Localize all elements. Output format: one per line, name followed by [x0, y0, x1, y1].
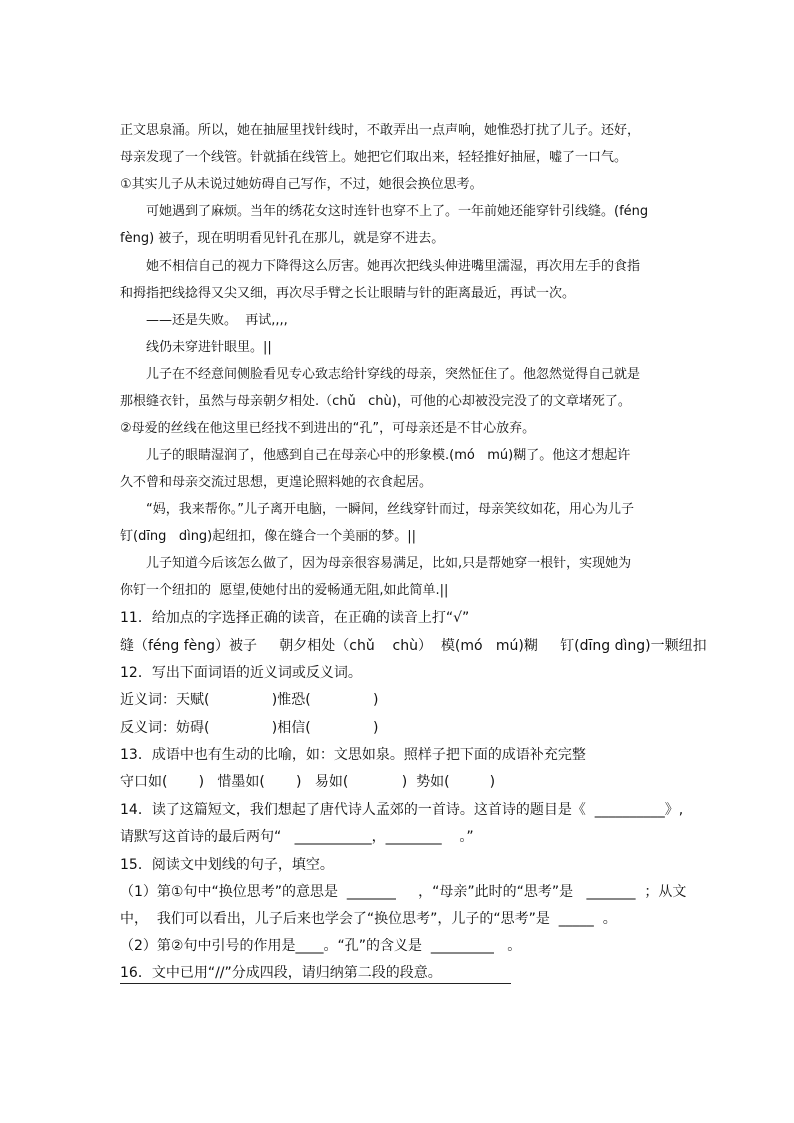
question-15-1: （1）第①句中“换位思考”的意思是 _______ ，“母亲”此时的“思考”是 _______ ；从文: [120, 884, 687, 900]
passage-line: 钉(dīng dìng)起纽扣，像在缝合一个美丽的梦。||: [120, 529, 417, 544]
passage-line: fèng) 被子，现在明明看见针孔在那儿，就是穿不进去。: [120, 231, 445, 246]
question-11-options: 缝（féng fèng）被子 朝夕相处（chǔ chù） 模(mó mú)糊 钉(dīng dìng)一颗纽扣: [120, 638, 707, 654]
question-12-synonyms: 近义词：天赋( )惟恐( ): [120, 692, 379, 708]
question-14-cont: 请默写这首诗的最后两句“ ___________，________ 。”: [120, 829, 474, 845]
question-15-2: （2）第②句中引号的作用是____。“孔”的含义是 _________ 。: [120, 938, 522, 954]
passage-line: 可她遇到了麻烦。当年的绣花女这时连针也穿不上了。一年前她还能穿针引线缝。(féng: [146, 204, 649, 219]
passage-line: 儿子知道今后该怎么做了，因为母亲很容易满足，比如,只是帮她穿一根针，实现她为: [146, 556, 632, 571]
passage-line: 你钉一个纽扣的 愿望,使她付出的爱畅通无阻,如此简单.||: [120, 583, 449, 598]
passage-line: ②母爱的丝线在他这里已经找不到进出的“孔”，可母亲还是不甘心放弃。: [120, 421, 536, 436]
passage-line: 她不相信自己的视力下降得这么厉害。她再次把线头伸进嘴里濡湿，再次用左手的食指: [146, 259, 641, 274]
passage-line: 久不曾和母亲交流过思想，更遑论照料她的衣食起居。: [120, 475, 433, 490]
passage-line: 正文思泉涌。所以，她在抽屉里找针线时，不敢弄出一点声响，她惟恐打扰了儿子。还好，: [120, 123, 641, 138]
passage-line: 那根缝衣针，虽然与母亲朝夕相处.（chǔ chù)，可他的心却被没完没了的文章堵死了。: [120, 394, 631, 409]
passage-line: “妈，我来帮你。”儿子离开电脑，一瞬间，丝线穿针而过，母亲笑纹如花，用心为儿子: [146, 502, 634, 517]
question-11: 11．给加点的字选择正确的读音，在正确的读音上打“√”: [120, 610, 470, 626]
question-14: 14．读了这篇短文，我们想起了唐代诗人孟郊的一首诗。这首诗的题目是《 __________》,: [120, 802, 684, 818]
passage-line: 和拇指把线捻得又尖又细，再次尽手臂之长让眼睛与针的距离最近，再试一次。: [120, 286, 576, 301]
passage-line: 儿子的眼睛湿润了，他感到自己在母亲心中的形象模.(mó mú)糊了。他这才想起许: [146, 448, 631, 463]
question-15-1-cont: 中， 我们可以看出，儿子后来也学会了“换位思考”，儿子的“思考”是 _____ 。: [120, 911, 617, 927]
answer-line: [120, 983, 511, 984]
question-16: 16．文中已用“//”分成四段，请归纳第二段的段意。: [120, 965, 442, 981]
question-13: 13．成语中也有生动的比喻，如：文思如泉。照样子把下面的成语补充完整: [120, 747, 586, 763]
passage-line: ①其实儿子从未说过她妨碍自己写作，不过，她很会换位思考。: [120, 177, 483, 192]
question-12-antonyms: 反义词：妨碍( )相信( ): [120, 720, 379, 736]
passage-line: 儿子在不经意间侧脸看见专心致志给针穿线的母亲，突然怔住了。他忽然觉得自己就是: [146, 367, 641, 382]
question-15: 15．阅读文中划线的句子，填空。: [120, 857, 334, 873]
passage-line: 母亲发现了一个线管。针就插在线管上。她把它们取出来，轻轻推好抽屉，嘘了一口气。: [120, 150, 628, 165]
question-12: 12．写出下面词语的近义词或反义词。: [120, 665, 362, 681]
question-13-idioms: 守口如( ) 惜墨如( ) 易如( ) 势如( ): [120, 774, 496, 790]
passage-line: 线仍未穿进针眼里。||: [146, 340, 272, 355]
passage-line: ——还是失败。 再试,,,,: [146, 313, 288, 328]
